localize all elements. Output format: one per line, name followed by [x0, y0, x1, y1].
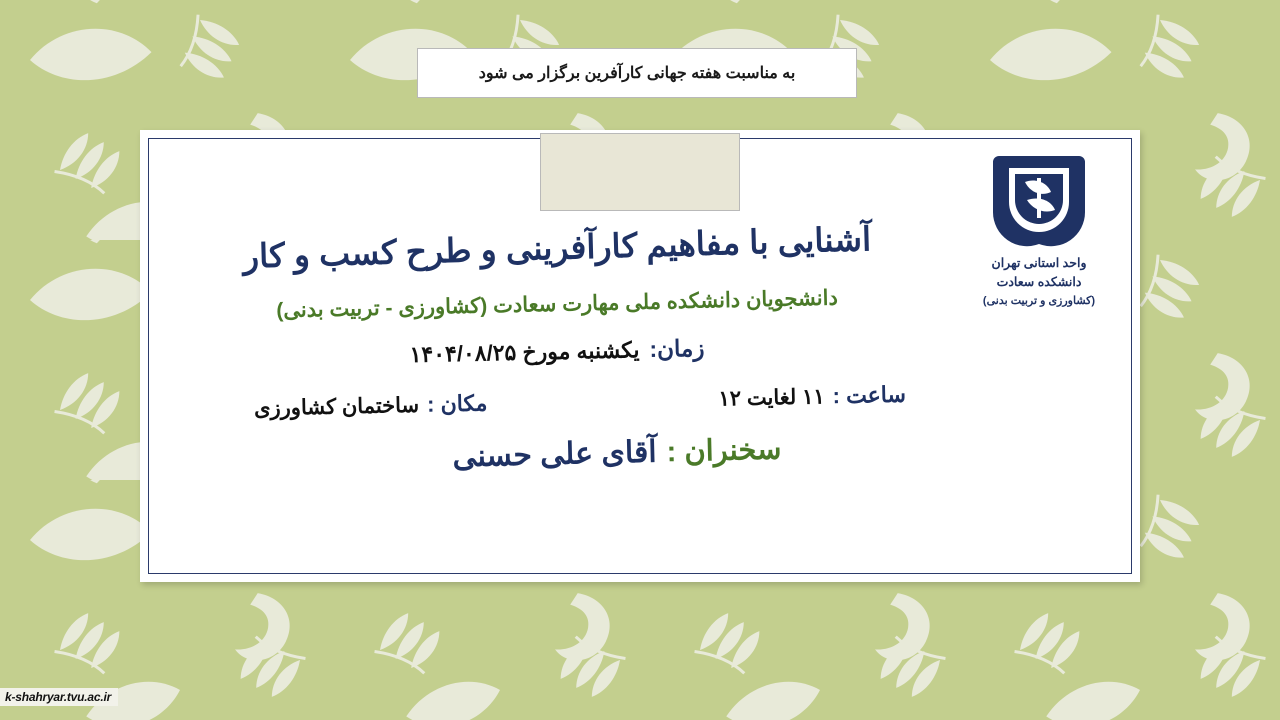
hour-pair: [718, 382, 906, 412]
logo-line-2: دانشکده سعادت: [996, 275, 1082, 290]
beige-placeholder-box: [540, 133, 740, 211]
place-pair: [254, 390, 488, 421]
time-label: زمان:: [649, 334, 705, 362]
hour-value: ۱۱ لغایت ۱۲: [718, 385, 825, 411]
university-logo-block: [964, 152, 1114, 310]
hour-place-row: [164, 381, 950, 423]
university-emblem-icon: [987, 152, 1091, 248]
announcement-banner-text: به مناسبت هفته جهانی کارآفرین برگزار می شود: [478, 65, 796, 82]
place-value: ساختمان کشاورزی: [253, 393, 420, 421]
logo-line-1: واحد استانی تهران: [991, 256, 1087, 270]
site-watermark: k-shahryar.tvu.ac.ir: [0, 688, 118, 706]
hour-label: ساعت :: [832, 381, 907, 409]
university-logo-text: [964, 254, 1114, 310]
place-label: مکان :: [426, 390, 488, 417]
poster-content: [164, 216, 950, 472]
speaker-label: سخنران :: [666, 433, 782, 469]
poster-subtitle: دانشجویان دانشکده ملی مهارت سعادت (کشاورزی - تربیت بدنی): [276, 286, 839, 323]
announcement-banner: [417, 48, 857, 98]
poster-title: آشنایی با مفاهیم کارآفرینی و طرح کسب و کار: [242, 220, 872, 275]
time-value: یکشنبه مورخ ۱۴۰۴/۰۸/۲۵: [409, 337, 640, 367]
speaker-value: آقای علی حسنی: [452, 435, 658, 474]
logo-line-3: (کشاورزی و تربیت بدنی): [982, 294, 1096, 307]
time-row: [164, 330, 950, 373]
